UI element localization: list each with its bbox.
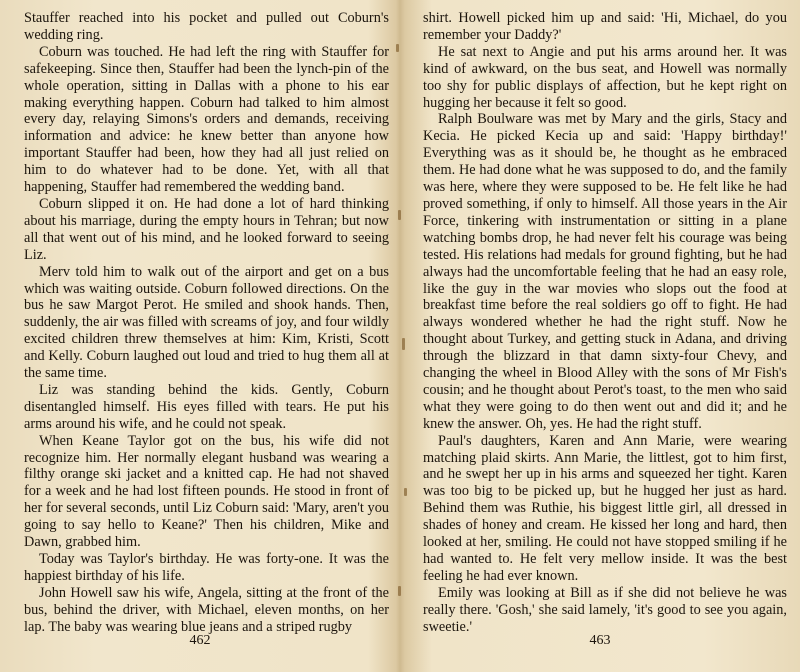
paragraph: Coburn was touched. He had left the ring with Stauffer for safekeeping. Since then, Stauffer had been the lynch-pin of the whole operation, sitting in Dallas with a phone to his ear making everything happen. Coburn had talked to him almost every day, relaying Simons's orders and demands, receiving information and advice: he knew better than anyone how important Stauffer had been, how they had all just relied on him to do whatever had to be done. Yet, with all that happening, Stauffer had remembered the wedding band. [24, 43, 389, 196]
left-page [24, 10, 389, 636]
paragraph: shirt. Howell picked him up and said: 'Hi, Michael, do you remember your Daddy?' [423, 10, 787, 43]
paragraph: Ralph Boulware was met by Mary and the girls, Stacy and Kecia. He picked Kecia up and said: 'Happy birthday!' Everything was as it should be, he thought as he embraced them. He had done what he was supposed to do, and the family was here, where they were supposed to be. He felt like he had proved something, if only to himself. All those years in the Air Force, tinkering with instrumentation or sitting in a plane watching bombs drop, he had never felt his courage was being tested. His relations had medals for ground fighting, but he had always had the uncomfortable feeling that he had an easy role, like the guy in the war movies who slops out the food at breakfast time before the real soldiers go off to fight. He had always wondered whether he had the right stuff. Now he thought about Turkey, and getting stuck in Adana, and driving through the blizzard in that damn sixty-four Chevy, and changing the wheel in Blood Alley with the sons of Mr Fish's cousin; and he thought about Perot's toast, to the men who said what they were going to do then went out and did it; and he knew the answer. Oh, yes. He had the right stuff. [423, 111, 787, 432]
paragraph: John Howell saw his wife, Angela, sitting at the front of the bus, behind the driver, with Michael, eleven months, on her lap. The baby was wearing blue jeans and a striped rugby [24, 584, 389, 635]
binding-mark [398, 210, 401, 220]
paragraph: When Keane Taylor got on the bus, his wife did not recognize him. Her normally elegant husband was wearing a filthy orange ski jacket and a knitted cap. He had not shaved for a week and he had lost fifteen pounds. He stood in front of her for several seconds, until Liz Coburn said: 'Mary, aren't you going to say hello to Keane?' Then his children, Mike and Dawn, grabbed him. [24, 432, 389, 551]
binding-mark [404, 488, 407, 496]
paragraph: He sat next to Angie and put his arms around her. It was kind of awkward, on the bus seat, and Howell was normally too shy for public displays of affection, but he kept right on hugging her because it felt so good. [423, 43, 787, 111]
paragraph: Emily was looking at Bill as if she did not believe he was really there. 'Gosh,' she said lamely, 'it's good to see you again, sweetie.' [423, 584, 787, 635]
paragraph: Stauffer reached into his pocket and pulled out Coburn's wedding ring. [24, 10, 389, 43]
binding-mark [402, 338, 405, 350]
paragraph: Today was Taylor's birthday. He was forty-one. It was the happiest birthday of his life. [24, 551, 389, 584]
page-number: 463 [589, 633, 611, 648]
paragraph: Merv told him to walk out of the airport and get on a bus which was waiting outside. Coburn followed directions. On the bus he saw Margot Perot. He smiled and shook hands. Then, suddenly, the air was filled with screams of joy, and four wildly excited children threw themselves at him: Kim, Kristi, Scott and Kelly. Coburn laughed out loud and tried to hug them all at the same time. [24, 263, 389, 382]
page-number: 462 [189, 633, 211, 648]
paragraph: Coburn slipped it on. He had done a lot of hard thinking about his marriage, during the empty hours in Tehran; but now all that went out of his mind, and he looked forward to seeing Liz. [24, 195, 389, 263]
paragraph: Liz was standing behind the kids. Gently, Coburn disentangled himself. His eyes filled with tears. He put his arms around his wife, and he could not speak. [24, 381, 389, 432]
binding-mark [396, 44, 399, 52]
paragraph: Paul's daughters, Karen and Ann Marie, were wearing matching plaid skirts. Ann Marie, the littlest, got to him first, and he swept her up in his arms and squeezed her tight. Karen was too big to be picked up, but he hugged her just as hard. Behind them was Ruthie, his biggest little girl, all dressed in shades of honey and cream. He kissed her long and hard, then looked at her, smiling. He could not have stopped smiling if he had wanted to. He felt very mellow inside. It was the best feeling he had ever known. [423, 432, 787, 584]
right-page [423, 10, 787, 636]
binding-mark [398, 586, 401, 596]
